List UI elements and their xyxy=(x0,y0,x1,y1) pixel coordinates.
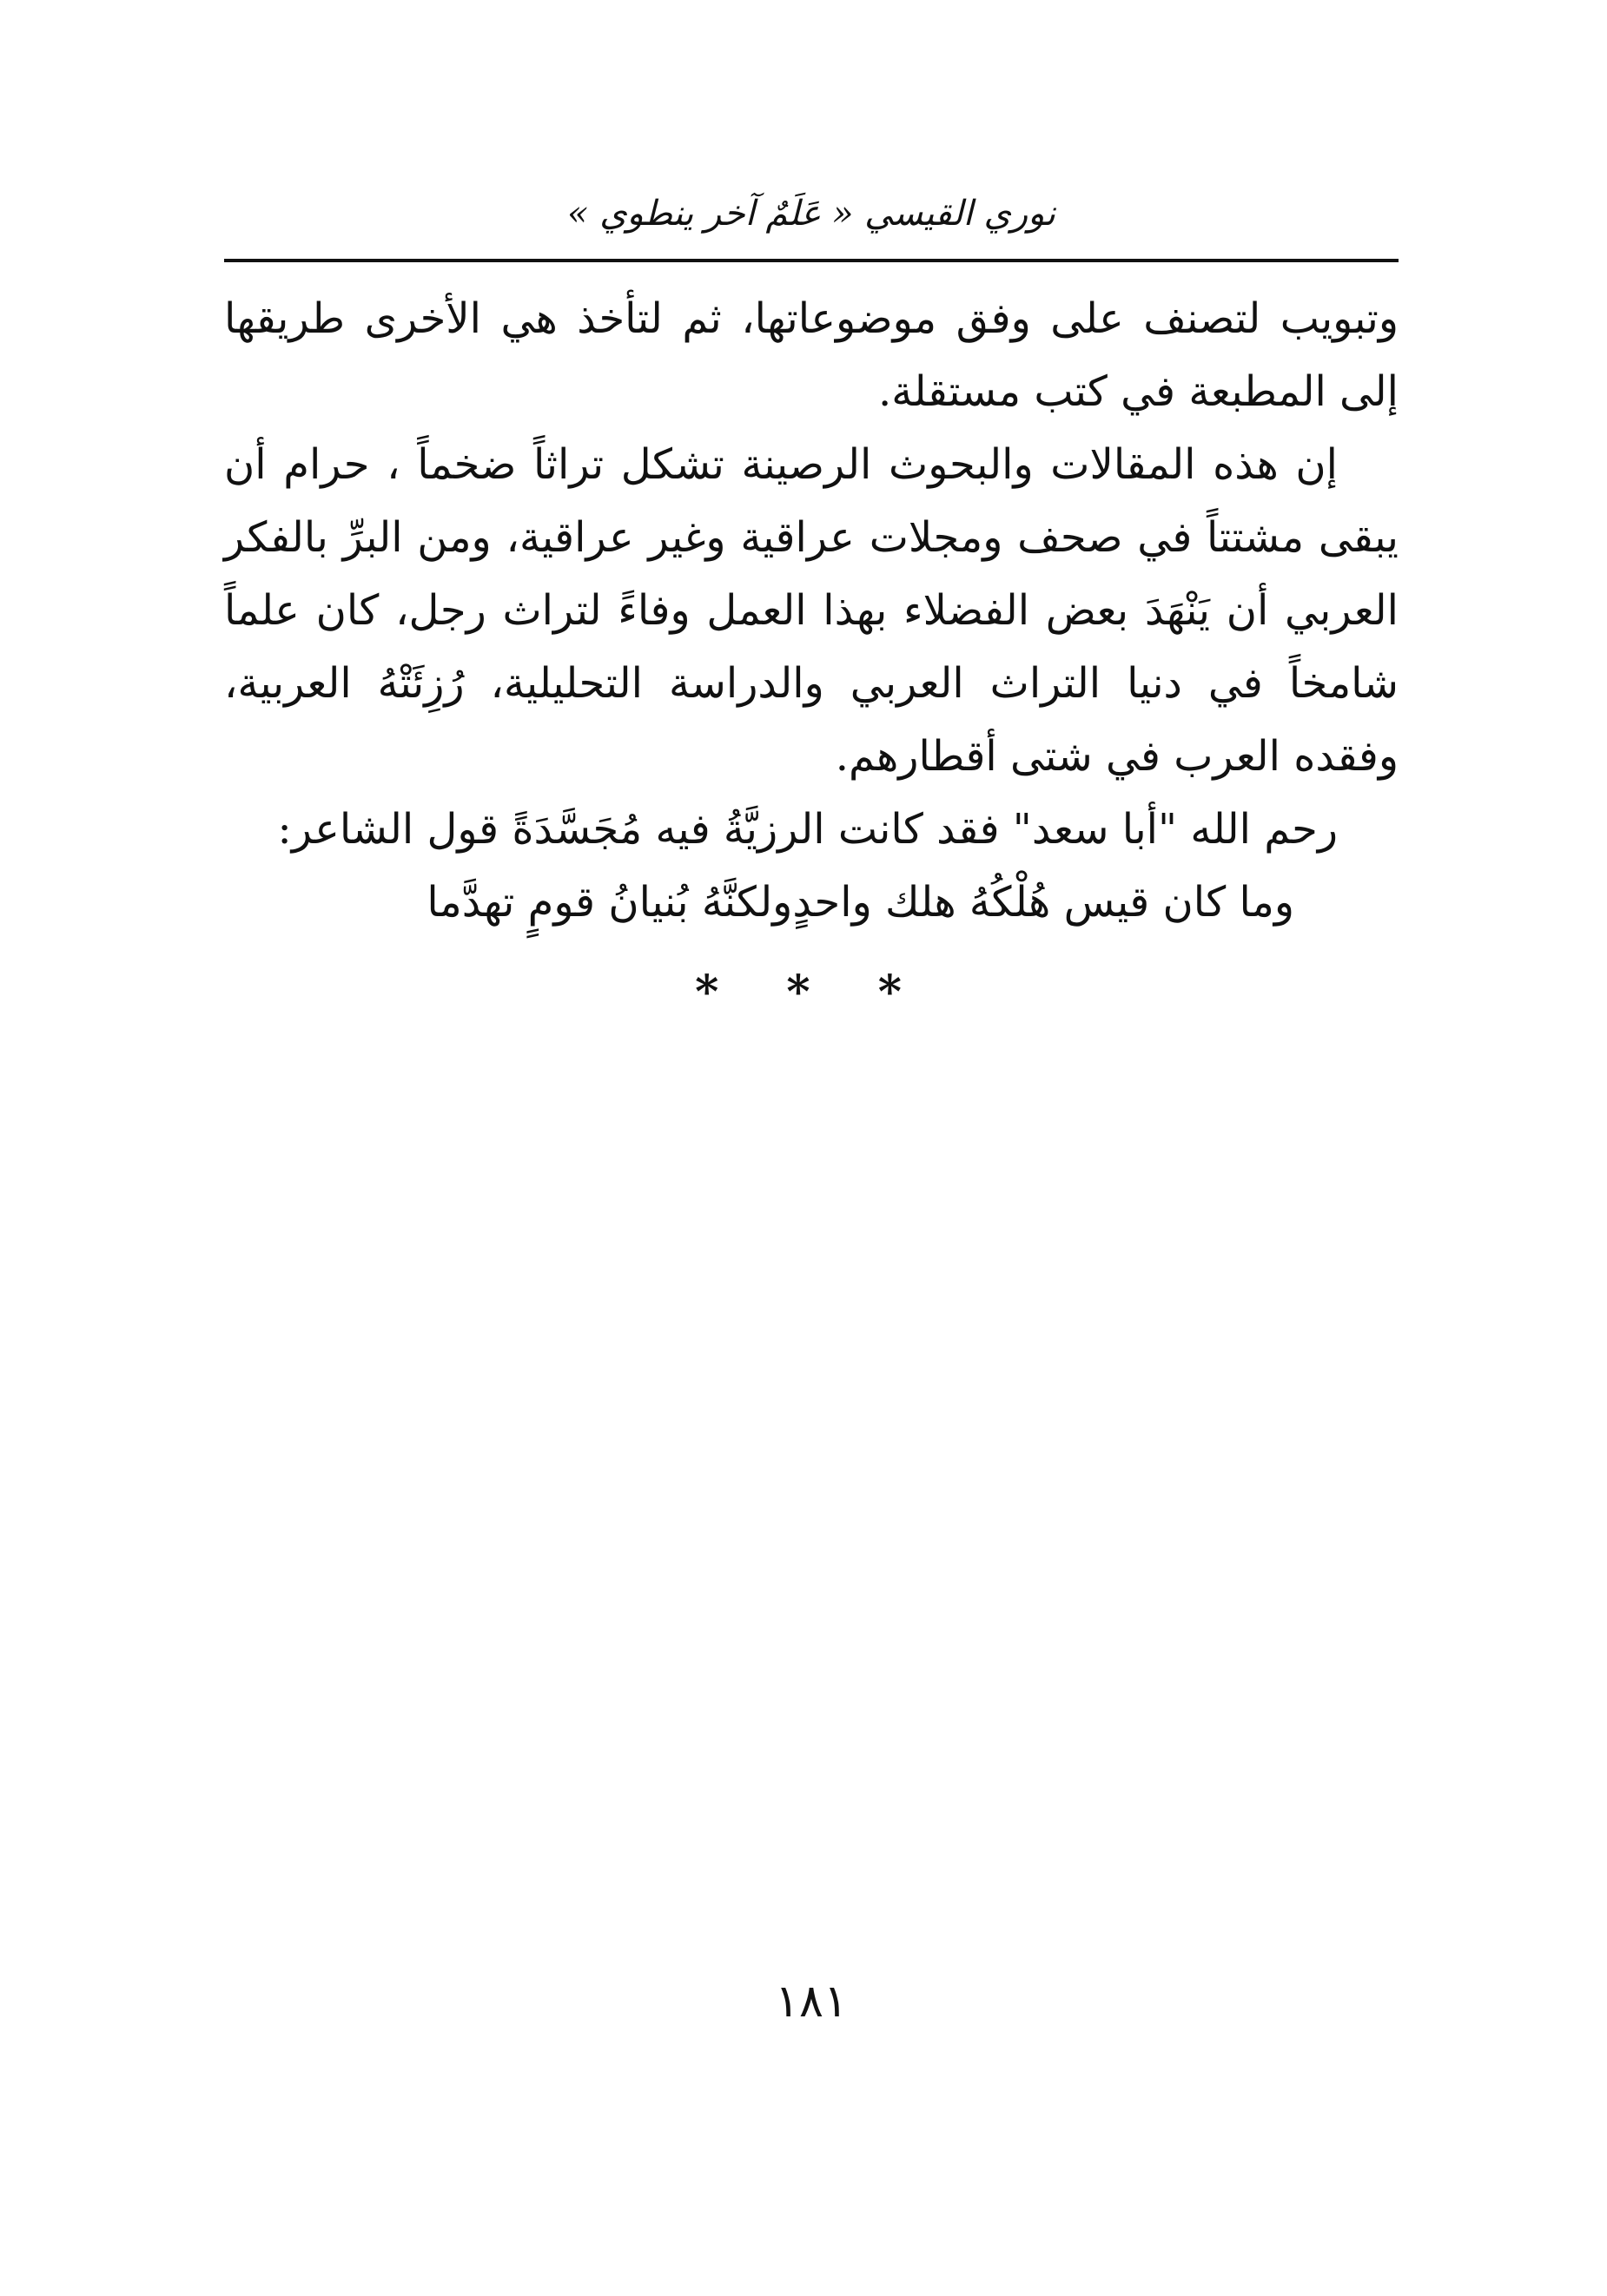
page-number: ١٨١ xyxy=(775,1976,848,2028)
paragraph-continuation: وتبويب لتصنف على وفق موضوعاتها، ثم لتأخذ هي الأخرى طريقها إلى المطبعة في كتب مستقلة. xyxy=(224,294,1399,416)
verse-first-hemistich: وما كان قيس هُلْكُهُ هلك واحدٍ xyxy=(792,878,1294,927)
paragraph-main: إن هذه المقالات والبحوث الرصينة تشكل تراثاً ضخماً ، حرام أن يبقى مشتتاً في صحف ومجلات عراقية وغير عراقية، ومن البرِّ بالفكر العربي أن يَنْهَدَ بعض الفضلاء بهذا العمل وفاءً لتراث رجل، كان علماً شامخاً في دنيا التراث العربي والدراسة التحليلية، رُزِئَتْهُ العربية، وفقده العرب في شتى أقطارهم. xyxy=(224,440,1399,781)
paragraph-quote-intro: رحم الله "أبا سعد" فقد كانت الرزيَّةُ فيه مُجَسَّدَةً قول الشاعر: xyxy=(277,805,1338,854)
section-ornament: * * * xyxy=(695,966,928,1019)
running-head: نوري القيسي « عَلَمٌ آخر ينطوي » xyxy=(567,194,1055,234)
poetry-verse xyxy=(224,866,1399,939)
body-text xyxy=(224,282,1399,939)
verse-second-hemistich: ولكنَّهُ بُنيانُ قومٍ تهدَّما xyxy=(427,878,793,927)
header-rule xyxy=(224,259,1399,262)
